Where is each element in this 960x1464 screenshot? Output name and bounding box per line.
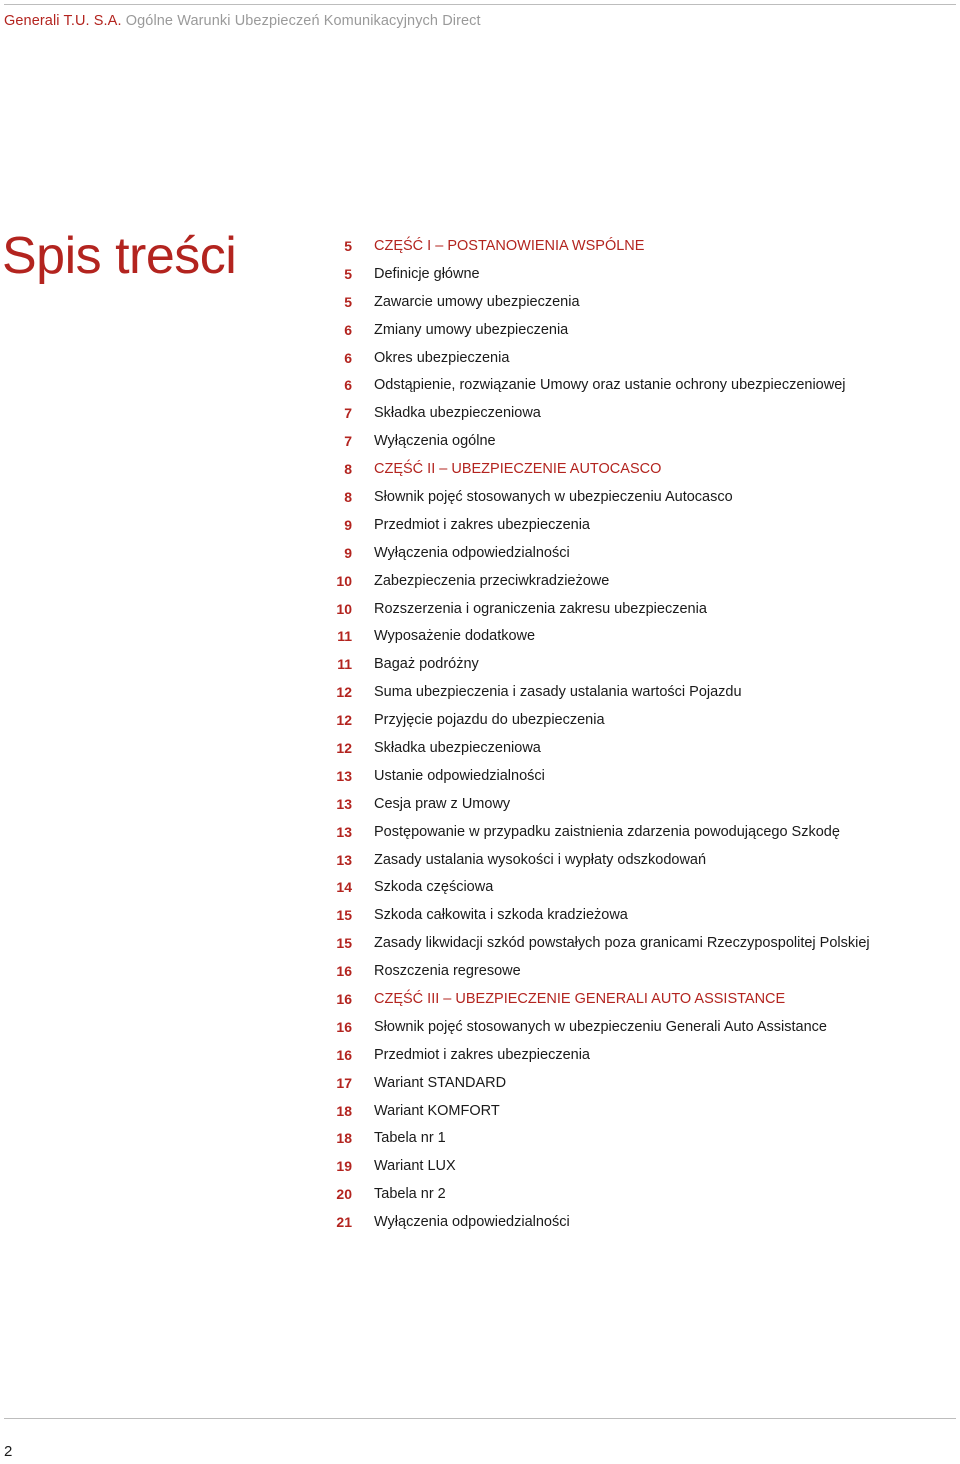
toc-page-number: 5 [344, 293, 352, 310]
toc-entry-row[interactable] [300, 288, 870, 316]
toc-page-number: 18 [336, 1130, 352, 1147]
toc-entry-title: Okres ubezpieczenia [374, 349, 510, 366]
toc-page-number: 16 [336, 1046, 352, 1063]
toc-entry-title: CZĘŚĆ III – UBEZPIECZENIE GENERALI AUTO ASSISTANCE [374, 990, 786, 1007]
toc-entry-title: Wariant KOMFORT [374, 1102, 500, 1119]
toc-entry-title: Składka ubezpieczeniowa [374, 405, 541, 422]
toc-entry-title: Przedmiot i zakres ubezpieczenia [374, 1046, 590, 1063]
toc-entry-title: Suma ubezpieczenia i zasady ustalania wartości Pojazdu [374, 684, 742, 701]
toc-entry-row[interactable] [300, 706, 870, 734]
toc-entry-title: Wyłączenia odpowiedzialności [374, 1214, 570, 1231]
toc-entry-row[interactable] [300, 344, 870, 372]
toc-entry-title: Roszczenia regresowe [374, 963, 521, 980]
toc-entry-title: Zasady likwidacji szkód powstałych poza granicami Rzeczypospolitej Polskiej [374, 935, 870, 952]
toc-page-number: 7 [344, 405, 352, 422]
toc-page-number: 8 [344, 488, 352, 505]
toc-entry-row[interactable] [300, 316, 870, 344]
toc-page-number: 13 [336, 851, 352, 868]
toc-entry-row[interactable] [300, 567, 870, 595]
toc-entry-row[interactable] [300, 511, 870, 539]
toc-page-number: 11 [337, 628, 352, 645]
toc-page-number: 21 [336, 1214, 352, 1231]
toc-entry-title: CZĘŚĆ II – UBEZPIECZENIE AUTOCASCO [374, 461, 662, 478]
toc-entry-title: Ustanie odpowiedzialności [374, 767, 545, 784]
toc-entry-row[interactable] [300, 762, 870, 790]
toc-page-number: 13 [336, 795, 352, 812]
toc-page-number: 16 [336, 1018, 352, 1035]
toc-entry-row[interactable] [300, 595, 870, 623]
toc-entry-title: Zawarcie umowy ubezpieczenia [374, 293, 580, 310]
toc-page-number: 11 [337, 656, 352, 673]
toc-entry-title: Bagaż podróżny [374, 656, 479, 673]
toc-entry-row[interactable] [300, 846, 870, 874]
toc-entry-row[interactable] [300, 650, 870, 678]
toc-page-number: 13 [336, 823, 352, 840]
toc-page-number: 13 [336, 767, 352, 784]
header-document-title: Ogólne Warunki Ubezpieczeń Komunikacyjnych Direct [125, 13, 481, 29]
running-header [4, 13, 481, 29]
toc-entry-title: Wyposażenie dodatkowe [374, 628, 536, 645]
toc-page-number: 15 [336, 935, 352, 952]
toc-page-number: 9 [344, 544, 352, 561]
toc-entry-title: Postępowanie w przypadku zaistnienia zdarzenia powodującego Szkodę [374, 823, 840, 840]
toc-entry-row[interactable] [300, 260, 870, 288]
toc-entry-row[interactable] [300, 1180, 870, 1208]
toc-entry-row[interactable] [300, 1097, 870, 1125]
toc-entry-title: Zabezpieczenia przeciwkradzieżowe [374, 572, 610, 589]
toc-page-number: 12 [336, 712, 352, 729]
toc-entry-title: Rozszerzenia i ograniczenia zakresu ubezpieczenia [374, 600, 707, 617]
page-number: 2 [4, 1443, 13, 1460]
toc-page-number: 12 [336, 739, 352, 756]
toc-section-row[interactable] [300, 985, 870, 1013]
toc-page-number: 10 [336, 600, 352, 617]
toc-page-number: 6 [344, 377, 352, 394]
toc-entry-title: Zasady ustalania wysokości i wypłaty odszkodowań [374, 851, 707, 868]
toc-entry-title: Odstąpienie, rozwiązanie Umowy oraz ustanie ochrony ubezpieczeniowej [374, 377, 846, 394]
toc-entry-title: Składka ubezpieczeniowa [374, 739, 541, 756]
toc-entry-title: Cesja praw z Umowy [374, 795, 511, 812]
toc-page-number: 9 [344, 516, 352, 533]
toc-entry-row[interactable] [300, 1152, 870, 1180]
toc-entry-row[interactable] [300, 1013, 870, 1041]
toc-entry-row[interactable] [300, 539, 870, 567]
toc-entry-title: Wyłączenia odpowiedzialności [374, 544, 570, 561]
toc-entry-title: Wariant LUX [374, 1158, 456, 1175]
toc-entry-row[interactable] [300, 734, 870, 762]
toc-entry-row[interactable] [300, 1208, 870, 1236]
toc-page-number: 17 [336, 1074, 352, 1091]
toc-page-number: 6 [344, 349, 352, 366]
toc-entry-title: Definicje główne [374, 265, 480, 282]
toc-page-number: 12 [336, 684, 352, 701]
toc-entry-row[interactable] [300, 873, 870, 901]
page-title: Spis treści [2, 227, 237, 285]
toc-entry-title: Słownik pojęć stosowanych w ubezpieczeniu Autocasco [374, 488, 733, 505]
toc-page-number: 7 [344, 433, 352, 450]
toc-section-row[interactable] [300, 232, 870, 260]
top-divider [4, 4, 956, 5]
toc-page-number: 10 [336, 572, 352, 589]
toc-entry-row[interactable] [300, 483, 870, 511]
bottom-divider [4, 1418, 956, 1419]
toc-page-number: 6 [344, 321, 352, 338]
toc-entry-row[interactable] [300, 901, 870, 929]
toc-entry-title: Szkoda całkowita i szkoda kradzieżowa [374, 907, 628, 924]
toc-entry-title: Zmiany umowy ubezpieczenia [374, 321, 569, 338]
toc-entry-row[interactable] [300, 427, 870, 455]
toc-entry-title: Szkoda częściowa [374, 879, 494, 896]
toc-entry-title: Przyjęcie pojazdu do ubezpieczenia [374, 712, 605, 729]
toc-entry-title: Wyłączenia ogólne [374, 433, 496, 450]
toc-entry-row[interactable] [300, 622, 870, 650]
table-of-contents [300, 232, 870, 1236]
toc-entry-row[interactable] [300, 678, 870, 706]
toc-page-number: 18 [336, 1102, 352, 1119]
toc-entry-row[interactable] [300, 790, 870, 818]
toc-entry-row[interactable] [300, 957, 870, 985]
toc-entry-title: Słownik pojęć stosowanych w ubezpieczeniu Generali Auto Assistance [374, 1018, 827, 1035]
toc-entry-row[interactable] [300, 371, 870, 399]
toc-entry-title: Wariant STANDARD [374, 1074, 507, 1091]
toc-page-number: 16 [336, 990, 352, 1007]
toc-page-number: 20 [336, 1186, 352, 1203]
toc-entry-title: Tabela nr 1 [374, 1130, 446, 1147]
toc-page-number: 15 [336, 907, 352, 924]
toc-entry-row[interactable] [300, 818, 870, 846]
toc-entry-row[interactable] [300, 1041, 870, 1069]
toc-page-number: 5 [344, 237, 352, 254]
header-brand: Generali T.U. S.A. [4, 13, 122, 29]
toc-entry-title: Tabela nr 2 [374, 1186, 446, 1203]
toc-page-number: 5 [344, 265, 352, 282]
toc-page-number: 16 [336, 963, 352, 980]
toc-entry-title: Przedmiot i zakres ubezpieczenia [374, 516, 590, 533]
toc-page-number: 8 [344, 461, 352, 478]
toc-entry-row[interactable] [300, 929, 870, 957]
toc-entry-row[interactable] [300, 1125, 870, 1153]
toc-entry-row[interactable] [300, 1069, 870, 1097]
toc-entry-row[interactable] [300, 399, 870, 427]
toc-section-row[interactable] [300, 455, 870, 483]
toc-page-number: 14 [336, 879, 352, 896]
toc-entry-title: CZĘŚĆ I – POSTANOWIENIA WSPÓLNE [374, 237, 645, 254]
toc-page-number: 19 [336, 1158, 352, 1175]
